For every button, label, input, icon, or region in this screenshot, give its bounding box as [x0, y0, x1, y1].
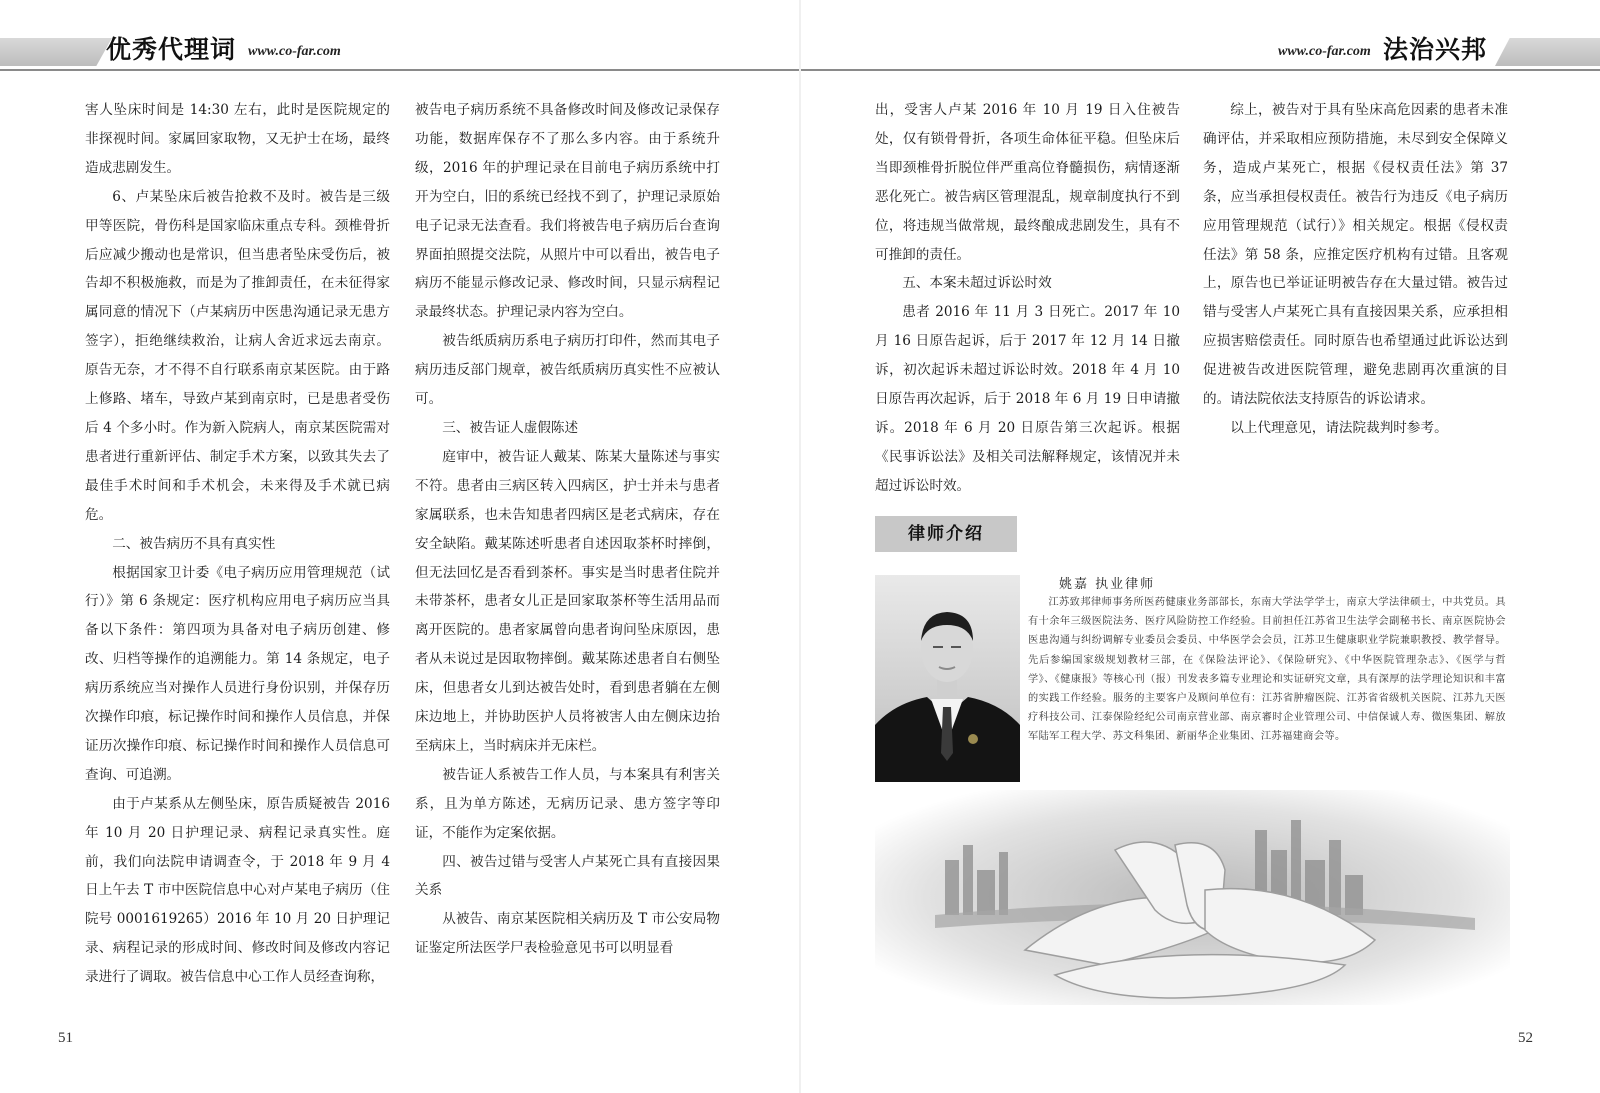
paragraph: 根据国家卫计委《电子病历应用管理规范（试行）》第 6 条规定：医疗机构应用电子病历应当具备以下条件：第四项为具备对电子病历创建、修改、归档等操作的追溯能力。第 14 条规定，电子病历系统应当对操作人员进行身份识别，并保存历次操作印痕，标记操作时间和操作人员信息，并保证历次操作印痕、标记操作时间和操作人员信息可查询、可追溯。: [85, 564, 390, 783]
paragraph: 庭审中，被告证人戴某、陈某大量陈述与事实不符。患者由三病区转入四病区，护士并未与患者家属联系，也未告知患者四病区是老式病床，存在安全缺陷。戴某陈述听患者自述因取茶杯时摔倒，但无法回忆是否看到茶杯。事实是当时患者住院并未带茶杯，患者女儿正是回家取茶杯等生活用品而离开医院的。患者家属曾向患者询问坠床原因，患者从未说过是因取物摔倒。戴某陈述患者自右侧坠床，但患者女儿到达被告处时，看到患者躺在左侧床边地上，并协助医护人员将被害人由左侧床边抬至病床上，当时病床并无床栏。: [415, 448, 720, 754]
page-number-left: 51: [58, 1030, 73, 1046]
paragraph: 6、卢某坠床后被告抢救不及时。被告是三级甲等医院，骨伤科是国家临床重点专科。颈椎骨折后应减少搬动也是常识，但当患者坠床受伤后，被告却不积极施救，而是为了推卸责任，在未征得家属同意的情况下（卢某病历中医患沟通记录无患方签字），拒绝继续救治，让病人舍近求远去南京。原告无奈，才不得不自行联系南京某医院。由于路上修路、堵车，导致卢某到南京时，已是患者受伤后 4 个多小时。作为新入院病人，南京某医院需对患者进行重新评估、制定手术方案，以致其失去了最佳手术时间和手术机会，未来得及手术就已病危。: [85, 188, 390, 523]
paragraph: 被告纸质病历系电子病历打印件，然而其电子病历违反部门规章，被告纸质病历真实性不应被认可。: [415, 333, 720, 408]
page-gutter: [799, 0, 801, 1093]
text-column-2: [415, 96, 720, 963]
text-column-1: [85, 96, 390, 992]
section-heading: 五、本案未超过诉讼时效: [902, 275, 1052, 292]
paragraph: 由于卢某系从左侧坠床，原告质疑被告 2016 年 10 月 20 日护理记录、病程记录真实性。庭前，我们向法院申请调查令，于 2018 年 9 月 4 日上午去 T 市中医院信息中心对卢某电子病历（住院号 0001619265）2016 年 10 月 20 日护理记录、病程记录的形成时间、修改时间及修改内容记录进行了调取。被告信息中心工作人员经查询称，: [85, 795, 390, 986]
page-number-right: 52: [1518, 1030, 1533, 1046]
header-left-band: [0, 38, 112, 66]
site-url-right: www.co-far.com: [1278, 44, 1371, 59]
column-title-left: 优秀代理词: [106, 35, 237, 64]
paragraph: 以上代理意见，请法院裁判时参考。: [1230, 419, 1448, 436]
decorative-hands-image: [875, 790, 1510, 1005]
header-rule-right: [805, 69, 1600, 71]
section-heading: 二、被告病历不具有真实性: [112, 535, 276, 552]
lawyer-intro-heading: 律师介绍: [875, 516, 1017, 552]
section-heading: 三、被告证人虚假陈述: [442, 419, 579, 436]
text-column-3: [875, 96, 1180, 501]
header-right-band: [1495, 38, 1600, 66]
paragraph: 被告证人系被告工作人员，与本案具有利害关系，且为单方陈述，无病历记录、患方签字等印证，不能作为定案依据。: [415, 766, 720, 841]
hands-cityscape-illustration: [875, 790, 1510, 1005]
section-heading: 四、被告过错与受害人卢某死亡具有直接因果关系: [415, 853, 720, 899]
lawyer-portrait: [875, 575, 1020, 782]
lawyer-name: 姚嘉 执业律师: [1059, 577, 1156, 592]
paragraph: 患者 2016 年 11 月 3 日死亡。2017 年 10 月 16 日原告起诉，后于 2017 年 12 月 14 日撤诉，初次起诉未超过诉讼时效。2018 年 4 月 10 日原告再次起诉，后于 2018 年 6 月 19 日申请撤诉。2018 年 6 月 20 日原告第三次起诉。根据《民事诉讼法》及相关司法解释规定，该情况并未超过诉讼时效。: [875, 304, 1180, 494]
paragraph: 出，受害人卢某 2016 年 10 月 19 日入住被告处，仅有锁骨骨折，各项生命体征平稳。但坠床后当即颈椎骨折脱位伴严重高位脊髓损伤，病情逐渐恶化死亡。被告病区管理混乱，规章制度执行不到位，将违规当做常规，最终酿成悲剧发生，具有不可推卸的责任。: [875, 102, 1180, 263]
paragraph: 从被告、南京某医院相关病历及 T 市公安局物证鉴定所法医学尸表检验意见书可以明显看: [415, 911, 720, 957]
paragraph: 被告电子病历系统不具备修改时间及修改记录保存功能，数据库保存不了那么多内容。由于系统升级，2016 年的护理记录在目前电子病历系统中打开为空白，旧的系统已经找不到了，护理记录原始电子记录无法查看。我们将被告电子病历后台查询界面拍照提交法院，从照片中可以看出，被告电子病历不能显示修改记录、修改时间，只显示病程记录最终状态。护理记录内容为空白。: [415, 102, 720, 321]
text-column-4: [1203, 96, 1508, 443]
site-url-left: www.co-far.com: [248, 44, 341, 59]
paragraph: 害人坠床时间是 14:30 左右，此时是医院规定的非探视时间。家属回家取物，又无护士在场，最终造成悲剧发生。: [85, 102, 390, 176]
header-rule-left: [0, 69, 805, 71]
portrait-illustration: [875, 575, 1020, 782]
column-title-right: 法治兴邦: [1383, 35, 1488, 64]
paragraph: 综上，被告对于具有坠床高危因素的患者未准确评估，并采取相应预防措施，未尽到安全保障义务，造成卢某死亡，根据《侵权责任法》第 37 条，应当承担侵权责任。被告行为违反《电子病历应用管理规范（试行）》相关规定。根据《侵权责任法》第 58 条，应推定医疗机构有过错。且客观上，原告也已举证证明被告存在大量过错。被告过错与受害人卢某死亡具有直接因果关系，应承担相应损害赔偿责任。同时原告也希望通过此诉讼达到促进被告改进医院管理，避免悲剧再次重演的目的。请法院依法支持原告的诉讼请求。: [1203, 102, 1508, 408]
lawyer-bio: 江苏致邦律师事务所医药健康业务部部长，东南大学法学学士，南京大学法律硕士，中共党员。具有十余年三级医院法务、医疗风险防控工作经验。目前担任江苏省卫生法学会副秘书长、南京医院协会医患沟通与纠纷调解专业委员会委员、中华医学会会员，江苏卫生健康职业学院兼职教授、教学督导。先后参编国家级规划教材三部，在《保险法评论》、《保险研究》、《中华医院管理杂志》、《医学与哲学》、《健康报》等核心刊（报）刊发表多篇专业理论和实证研究文章，具有深厚的法学理论知识和丰富的实践工作经验。服务的主要客户及顾问单位有：江苏省肿瘤医院、江苏省省级机关医院、江苏九天医疗科技公司、江泰保险经纪公司南京营业部、南京審时企业管理公司、中信保诚人寿、微医集团、解放军陆军工程大学、苏文科集团、新丽华企业集团、江苏福建商会等。: [1028, 597, 1506, 743]
